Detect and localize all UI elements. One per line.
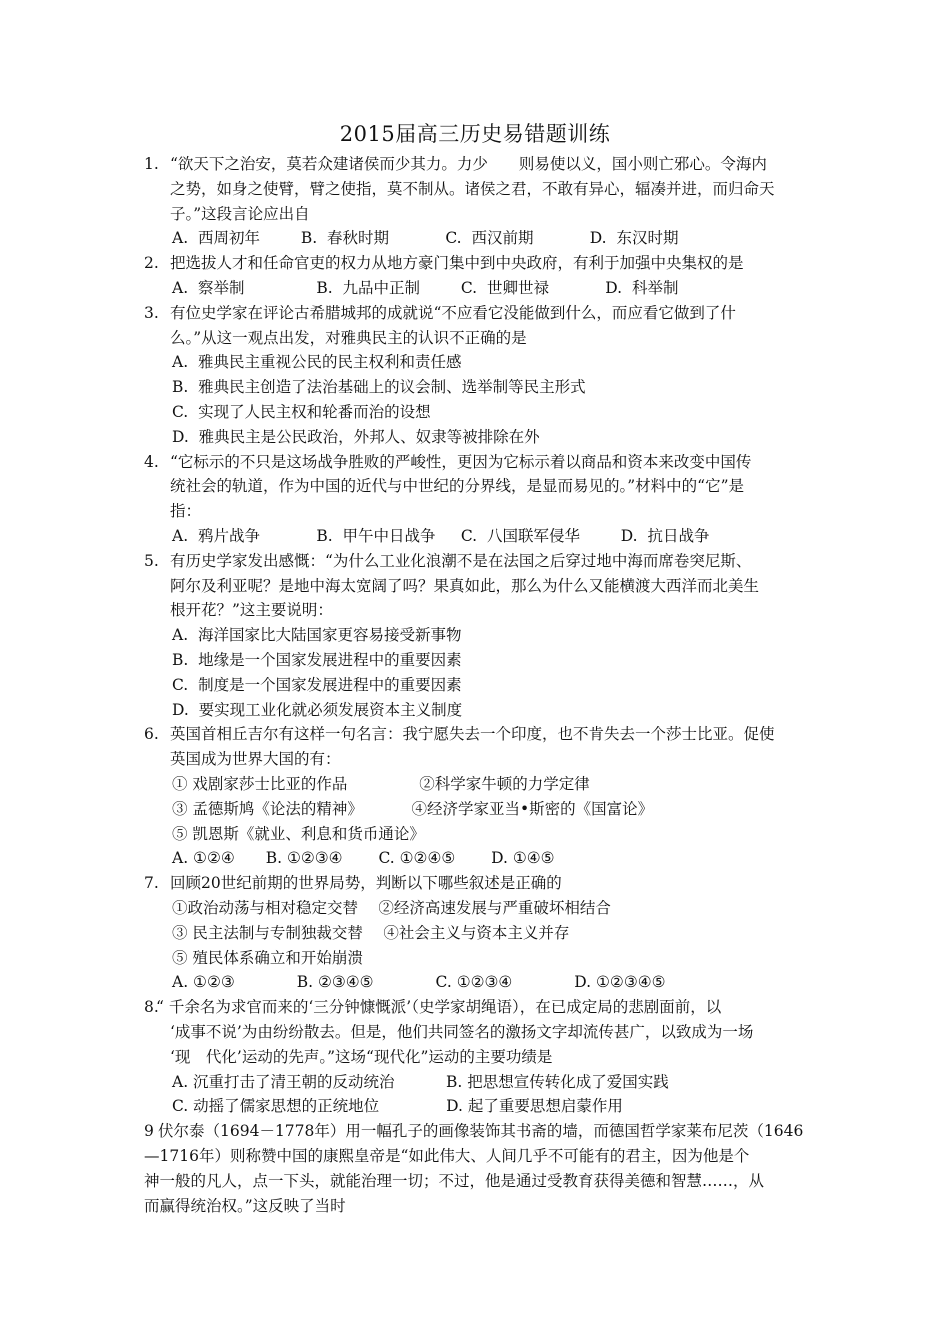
answer-option: B. 雅典民主创造了法治基础上的议会制、选举制等民主形式 — [172, 378, 586, 397]
answer-option: D. 要实现工业化就必须发展资本主义制度 — [172, 700, 463, 719]
question-stem-line: 而赢得统治权。”这反映了当时 — [144, 1196, 346, 1215]
answer-option: A. 西周初年 B. 春秋时期 C. 西汉前期 D. 东汉时期 — [172, 229, 679, 248]
question-number: 9 — [144, 1122, 154, 1141]
question-stem-line: 有历史学家发出感慨：“为什么工业化浪潮不是在法国之后穿过地中海而席卷突尼斯、 — [170, 551, 752, 570]
question-stem-line: 神一般的凡人，点一下头，就能治理一切；不过，他是通过受教育获得美德和智慧……，从 — [144, 1171, 765, 1190]
question-stem-line: 有位史学家在评论古希腊城邦的成就说“不应看它没能做到什么，而应看它做到了什 — [170, 303, 736, 322]
answer-option: A. 察举制 B. 九品中正制 C. 世卿世禄 D. 科举制 — [172, 279, 679, 297]
question-stem-line: 英国首相丘吉尔有这样一句名言：我宁愿失去一个印度，也不肯失去一个莎士比亚。促使 — [170, 725, 775, 744]
question-stem-line: 伏尔泰（1694－1778年）用一幅孔子的画像装饰其书斋的墙，而德国哲学家莱布尼茨（1646 — [158, 1122, 804, 1141]
question-number: 1. — [144, 155, 159, 173]
question-stem-line: “它标示的不只是这场战争胜败的严峻性，更因为它标示着以商品和资本来改变中国传 — [170, 452, 752, 471]
question-stem-line: 把选拔人才和任命官吏的权力从地方豪门集中到中央政府，有利于加强中央集权的是 — [170, 254, 744, 273]
question-stem-line: “欲天下之治安，莫若众建诸侯而少其力。力少 则易使以义，国小则亡邪心。令海内 — [170, 155, 767, 173]
question-number: 3. — [144, 303, 159, 322]
question-stem-line: 子。”这段言论应出自 — [170, 204, 310, 223]
question-stem-line: 回顾20世纪前期的世界局势，判断以下哪些叙述是正确的 — [170, 874, 562, 893]
answer-option: A. 雅典民主重视公民的民主权利和责任感 — [172, 353, 462, 372]
question-number: 2. — [144, 254, 159, 273]
answer-option: A. ①②④ B. ①②③④ C. ①②④⑤ D. ①④⑤ — [172, 849, 555, 868]
question-stem-line: “ 千余名为求官而来的‘三分钟慷慨派’（史学家胡绳语），在已成定局的悲剧面前，以 — [156, 998, 722, 1017]
question-stem-line: 阿尔及利亚呢？是地中海太宽阔了吗？果真如此，那么为什么又能横渡大西洋而北美生 — [170, 576, 760, 595]
question-stem-line: 英国成为世界大国的有： — [170, 750, 341, 769]
question-number: 8. — [144, 998, 159, 1017]
answer-option: D. 雅典民主是公民政治，外邦人、奴隶等被排除在外 — [172, 427, 540, 446]
question-stem-line: 统社会的轨道，作为中国的近代与中世纪的分界线，是显而易见的。”材料中的“它”是 — [170, 477, 745, 496]
answer-option: A. ①②③ B. ②③④⑤ C. ①②③④ D. ①②③④⑤ — [172, 973, 666, 992]
answer-option: C. 实现了人民主权和轮番而治的设想 — [172, 403, 431, 421]
question-number: 6. — [144, 725, 159, 744]
question-stem-line: 根开花？”这主要说明： — [170, 601, 333, 620]
answer-option: A. 海洋国家比大陆国家更容易接受新事物 — [172, 626, 462, 645]
answer-option: ① 戏剧家莎士比亚的作品 ②科学家牛顿的力学定律 — [172, 775, 590, 793]
question-stem-line: 之势，如身之使臂，臂之使指，莫不制从。诸侯之君，不敢有异心，辐凑并进，而归命天 — [170, 179, 775, 198]
answer-option: ①政治动荡与相对稳定交替 ②经济高速发展与严重破坏相结合 — [172, 899, 611, 917]
answer-option: C. 动摇了儒家思想的正统地位 D. 起了重要思想启蒙作用 — [172, 1097, 623, 1116]
question-stem-line: —1716年）则称赞中国的康熙皇帝是“如此伟大、人间几乎不可能有的君主，因为他是个 — [144, 1147, 750, 1165]
question-number: 5. — [144, 551, 159, 570]
question-number: 7. — [144, 874, 159, 893]
answer-option: ⑤ 凯恩斯《就业、利息和货币通论》 — [172, 824, 425, 843]
answer-option: ③ 孟德斯鸠《论法的精神》 ④经济学家亚当•斯密的《国富论》 — [172, 799, 654, 818]
question-stem-line: ‘现 代化’运动的先声。”这场“现代化”运动的主要功绩是 — [170, 1047, 553, 1066]
answer-option: ③ 民主法制与专制独裁交替 ④社会主义与资本主义并存 — [172, 923, 570, 942]
question-number: 4. — [144, 452, 159, 471]
answer-option: A. 鸦片战争 B. 甲午中日战争 C. 八国联军侵华 D. 抗日战争 — [172, 527, 710, 545]
answer-option: C. 制度是一个国家发展进程中的重要因素 — [172, 675, 462, 694]
answer-option: A. 沉重打击了清王朝的反动统治 B. 把思想宣传转化成了爱国实践 — [172, 1072, 669, 1091]
page-title: 2015届高三历史易错题训练 — [339, 122, 611, 146]
question-stem-line: 么。”从这一观点出发，对雅典民主的认识不正确的是 — [170, 328, 527, 347]
answer-option: B. 地缘是一个国家发展进程中的重要因素 — [172, 651, 462, 669]
question-stem-line: ‘成事不说’为由纷纷散去。但是，他们共同签名的激扬文字却流传甚广，以致成为一场 — [170, 1023, 754, 1041]
answer-option: ⑤ 殖民体系确立和开始崩溃 — [172, 948, 363, 967]
question-stem-line: 指： — [170, 502, 202, 521]
